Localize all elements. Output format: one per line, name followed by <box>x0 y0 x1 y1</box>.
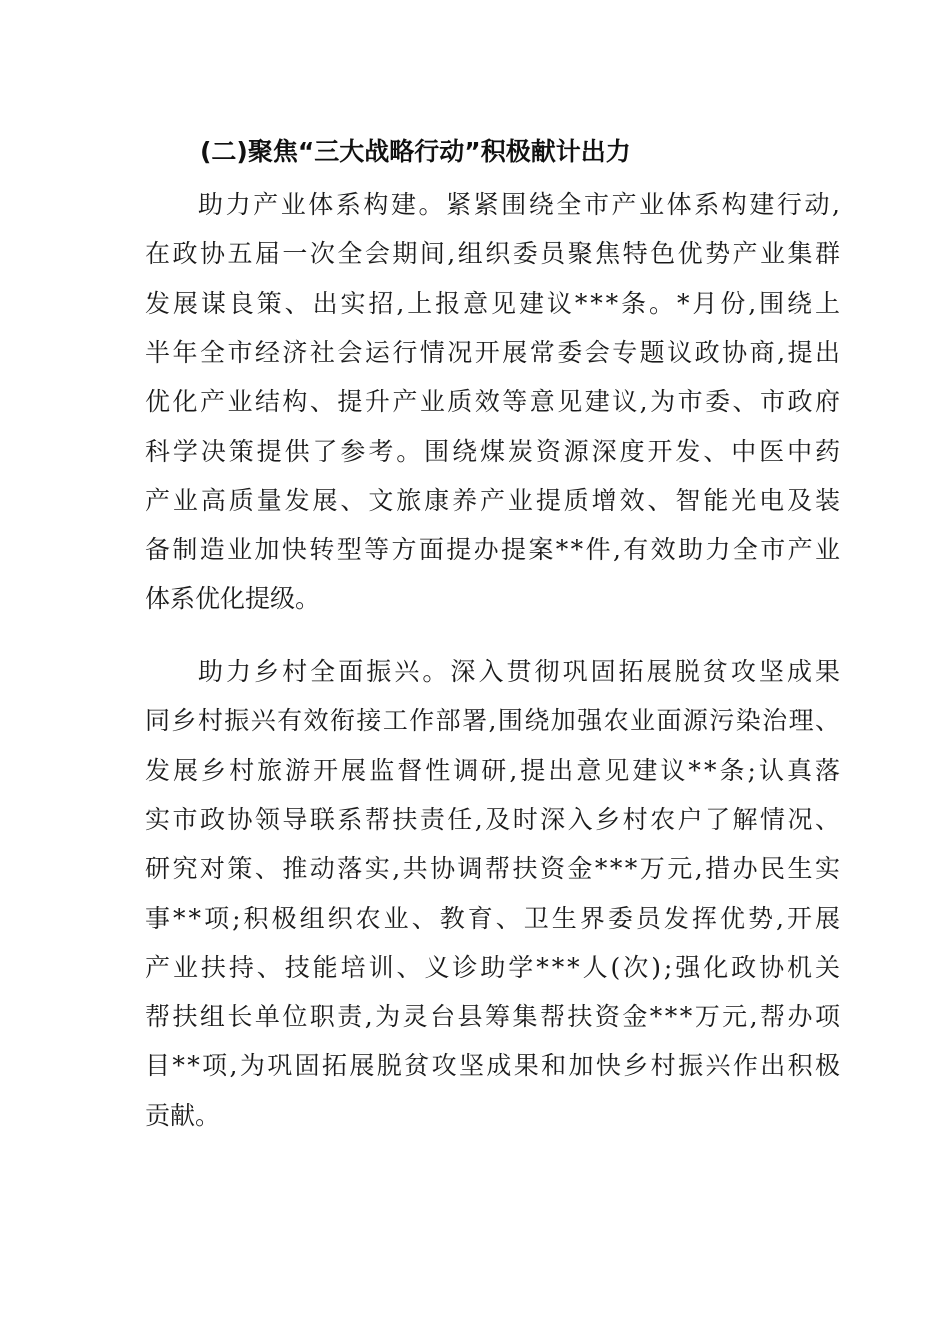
paragraph-2-line: 帮扶组长单位职责,为灵台县筹集帮扶资金***万元,帮办项 <box>145 1002 843 1031</box>
paragraph-1-line: 备制造业加快转型等方面提办提案**件,有效助力全市产业 <box>145 535 843 564</box>
paragraph-2-line: 产业扶持、技能培训、义诊助学***人(次);强化政协机关 <box>145 953 843 982</box>
paragraph-2-line: 目**项,为巩固拓展脱贫攻坚成果和加快乡村振兴作出积极 <box>145 1051 843 1080</box>
paragraph-2-line: 发展乡村旅游开展监督性调研,提出意见建议**条;认真落 <box>145 756 844 785</box>
paragraph-1-line: 发展谋良策、出实招,上报意见建议***条。*月份,围绕上 <box>145 289 843 318</box>
paragraph-2-line: 实市政协领导联系帮扶责任,及时深入乡村农户了解情况、 <box>145 805 843 834</box>
paragraph-2-line: 事**项;积极组织农业、教育、卫生界委员发挥优势,开展 <box>145 904 844 933</box>
paragraph-1-line: 助力产业体系构建。紧紧围绕全市产业体系构建行动, <box>198 190 843 219</box>
paragraph-2-line: 研究对策、推动落实,共协调帮扶资金***万元,措办民生实 <box>145 854 843 883</box>
paragraph-1-line: 产业高质量发展、文旅康养产业提质增效、智能光电及装 <box>145 486 843 515</box>
paragraph-1-line: 体系优化提级。 <box>145 584 321 613</box>
paragraph-1-line: 在政协五届一次全会期间,组织委员聚焦特色优势产业集群 <box>145 239 843 268</box>
section-heading: (二)聚焦“三大战略行动”积极献计出力 <box>200 137 631 166</box>
paragraph-2-line: 助力乡村全面振兴。深入贯彻巩固拓展脱贫攻坚成果 <box>198 657 844 686</box>
paragraph-1-line: 优化产业结构、提升产业质效等意见建议,为市委、市政府 <box>145 387 843 416</box>
paragraph-2-line: 贡献。 <box>145 1101 221 1130</box>
paragraph-2-line: 同乡村振兴有效衔接工作部署,围绕加强农业面源污染治理、 <box>145 706 842 735</box>
paragraph-1-line: 科学决策提供了参考。围绕煤炭资源深度开发、中医中药 <box>145 437 843 466</box>
paragraph-1-line: 半年全市经济社会运行情况开展常委会专题议政协商,提出 <box>145 338 843 367</box>
